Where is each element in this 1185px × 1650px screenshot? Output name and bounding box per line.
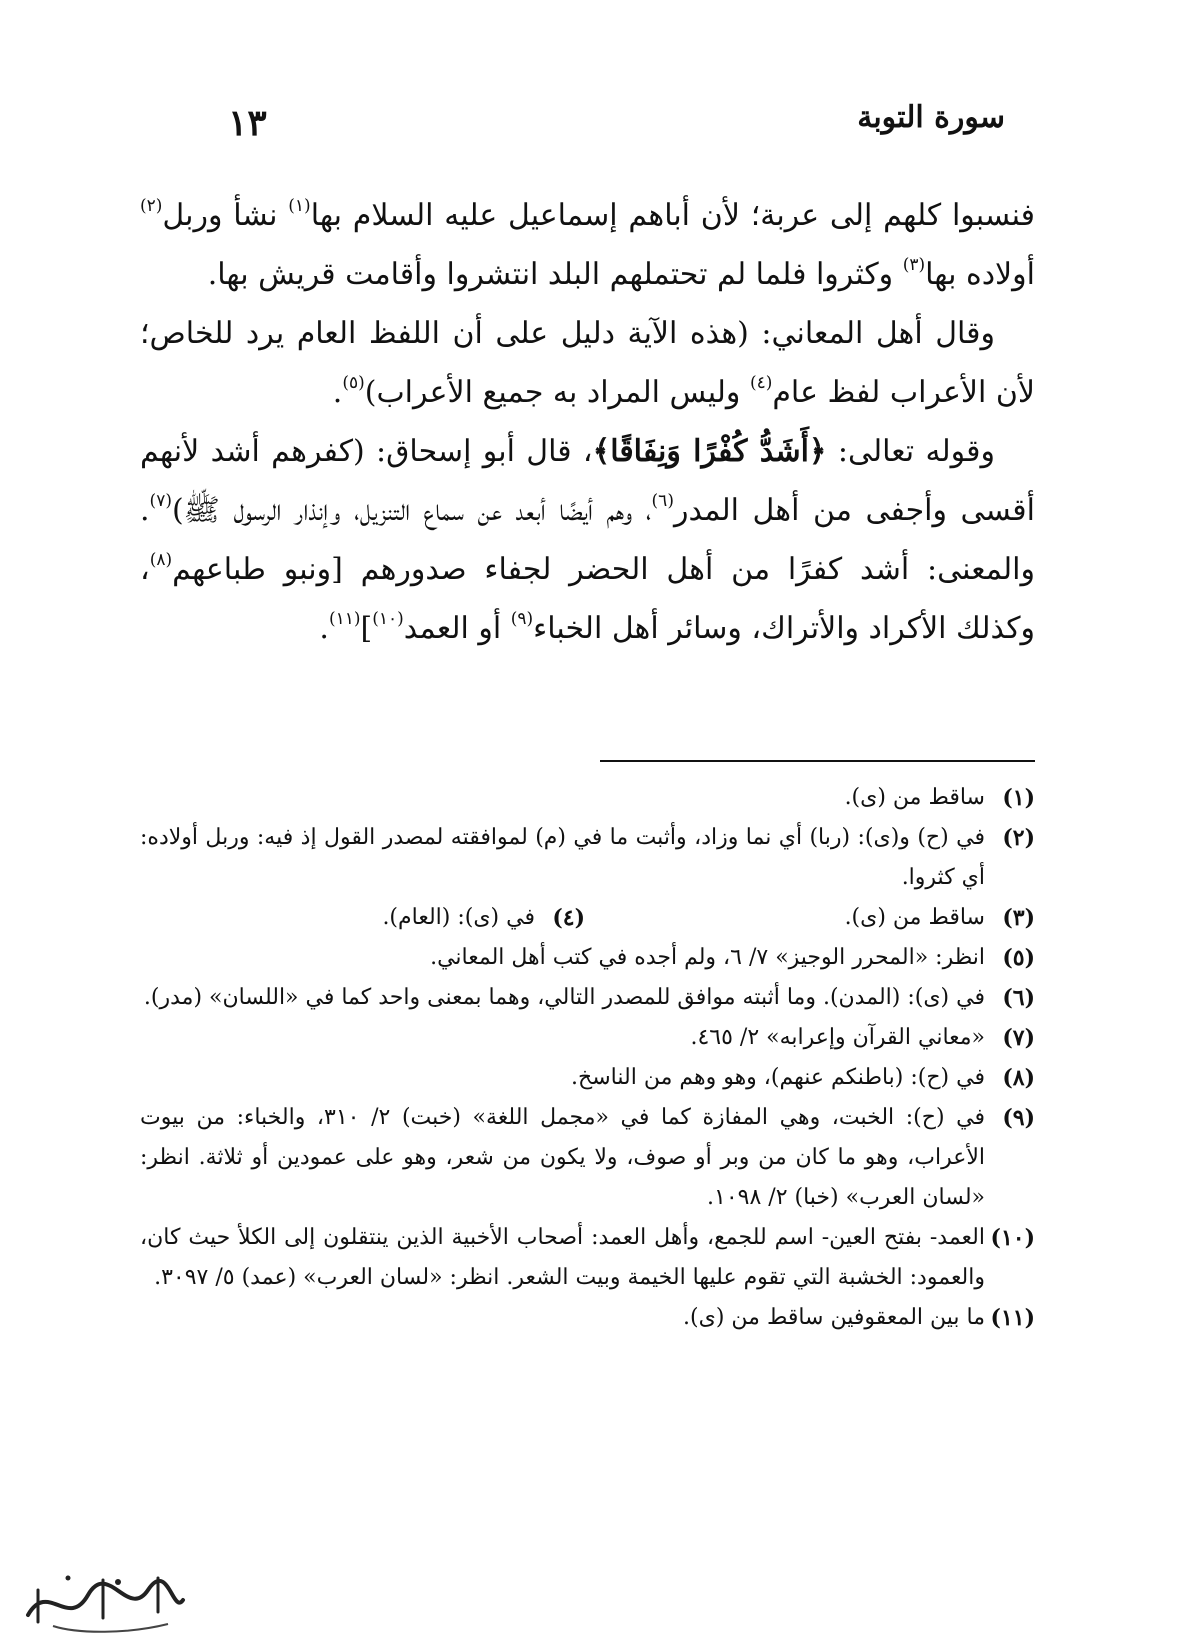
text-run: . [332, 375, 343, 410]
footnote-text: في (ح): الخبت، وهي المفازة كما في «مجمل اللغة» (خبت) ٢/ ٣١٠، والخباء: من بيوت الأعراب، وهو ما كان من وبر أو صوف، ولا يكون من شعر، وهو على عمودين أو ثلاثة. انظر: «لسان العرب» (خبا) ٢/ ١٠٩٨. [140, 1105, 985, 1210]
footnote-text: في (ى): (المدن). وما أثبته موافق للمصدر التالي، وهما بمعنى واحد كما في «اللسان» (مدر). [143, 985, 985, 1010]
footnote-text: ما بين المعقوفين ساقط من (ى). [683, 1305, 985, 1330]
text-run: ، قال أبو إسحاق: (كفرهم أشد لأنهم أقسى وأجفى من أهل المدر [140, 434, 1035, 528]
text-run: ] [360, 611, 373, 646]
footnote-2 [140, 818, 1035, 898]
text-run: وكثروا فلما لم تحتملهم البلد انتشروا وأقامت قريش بها. [207, 257, 903, 292]
footnote-ref: (١٠) [372, 609, 404, 629]
footnote-9 [140, 1098, 1035, 1218]
footnote-1 [140, 778, 1035, 818]
text-run: . والمعنى: أشد كفرًا من أهل الحضر لجفاء صدورهم [ونبو طباعهم [140, 493, 1035, 587]
footnote-number: (١١) [990, 1305, 1035, 1331]
paragraph-1 [140, 186, 1035, 304]
footnote-text: في (ح) و(ى): (ربا) أي نما وزاد، وأثبت ما في (م) لموافقته لمصدر القول إذ فيه: وربل أولاده: أي كثروا. [140, 825, 985, 890]
footnote-text: في (ح): (باطنكم عنهم)، وهو وهم من الناسخ. [571, 1065, 985, 1090]
footnotes [140, 778, 1035, 1338]
footnote-ref: (١) [288, 196, 311, 216]
footnote-ref: (٣) [902, 255, 926, 275]
footnote-ref: (٩) [510, 609, 534, 629]
footnote-ref: (٨) [149, 550, 173, 570]
footnote-number: (٤) [552, 905, 585, 931]
paragraph-3 [140, 422, 1035, 658]
text-run: أولاده بها [925, 257, 1035, 292]
text-run: أو العمد [403, 611, 511, 646]
text-run: ، وهم أيضًا أبعد عن سماع التنزيل، وإنذار الرسول ﷺ) [171, 493, 652, 528]
text-run: وليس المراد به جميع الأعراب) [364, 375, 750, 410]
footnote-number: (٦) [1002, 985, 1035, 1011]
footnote-ref: (٥) [342, 373, 365, 393]
running-head: سورة التوبة [857, 100, 1005, 135]
footnote-number: (٢) [1002, 825, 1035, 851]
paragraph-2 [140, 304, 1035, 422]
footnote-3 [585, 898, 1035, 938]
footnote-text: العمد- بفتح العين- اسم للجمع، وأهل العمد: أصحاب الأخبية الذين ينتقلون إلى الكلأ حيث كان، والعمود: الخشبة التي تقوم عليها الخيمة وبيت الشعر. انظر: «لسان العرب» (عمد) ٥/ ٣٠٩٧. [140, 1225, 985, 1290]
footnote-4 [175, 898, 585, 938]
footnote-ref: (١١) [328, 609, 361, 629]
footnote-text: في (ى): (العام). [382, 905, 535, 930]
footnote-separator [600, 760, 1035, 762]
footnote-ref: (٦) [651, 491, 674, 511]
footnote-ref: (٧) [149, 491, 172, 511]
footnote-10 [140, 1218, 1035, 1298]
text-run: وقال أهل المعاني: (هذه الآية دليل على أن اللفظ العام يرد للخاص؛ لأن الأعراب لفظ عام [140, 316, 1035, 410]
text-run: فنسبوا كلهم إلى عربة؛ لأن أباهم إسماعيل عليه السلام بها [310, 198, 1035, 233]
footnote-number: (٩) [1002, 1105, 1035, 1131]
footnote-text: ساقط من (ى). [844, 905, 985, 930]
footnote-number: (٨) [1002, 1065, 1035, 1091]
footnote-8 [140, 1058, 1035, 1098]
text-run: نشأ وربل [162, 198, 289, 233]
footnote-number: (١٠) [990, 1225, 1035, 1251]
footnote-5 [140, 938, 1035, 978]
footnote-ref: (٢) [140, 196, 163, 216]
footnote-11 [140, 1298, 1035, 1338]
main-text [140, 186, 1035, 658]
footnote-7 [140, 1018, 1035, 1058]
footnote-text: انظر: «المحرر الوجيز» ٧/ ٦، ولم أجده في كتب أهل المعاني. [430, 945, 985, 970]
footnote-number: (٧) [1002, 1025, 1035, 1051]
text-run: ، وكذلك الأكراد والأتراك، وسائر أهل الخباء [140, 552, 1035, 646]
page-number: ١٣ [228, 102, 267, 144]
library-stamp-logo [8, 1560, 193, 1640]
footnote-number: (١) [1002, 785, 1035, 811]
footnote-6 [140, 978, 1035, 1018]
text-run: وقوله تعالى: [826, 434, 995, 469]
footnote-row [140, 898, 1035, 938]
footnote-number: (٣) [1002, 905, 1035, 931]
footnote-number: (٥) [1002, 945, 1035, 971]
footnote-text: ساقط من (ى). [844, 785, 985, 810]
footnote-text: «معاني القرآن وإعرابه» ٢/ ٤٦٥. [690, 1025, 985, 1050]
quran-verse: ﴿أَشَدُّ كُفْرًا وَنِفَاقًا﴾ [592, 434, 827, 469]
text-run: . [319, 611, 329, 646]
footnote-ref: (٤) [749, 373, 773, 393]
